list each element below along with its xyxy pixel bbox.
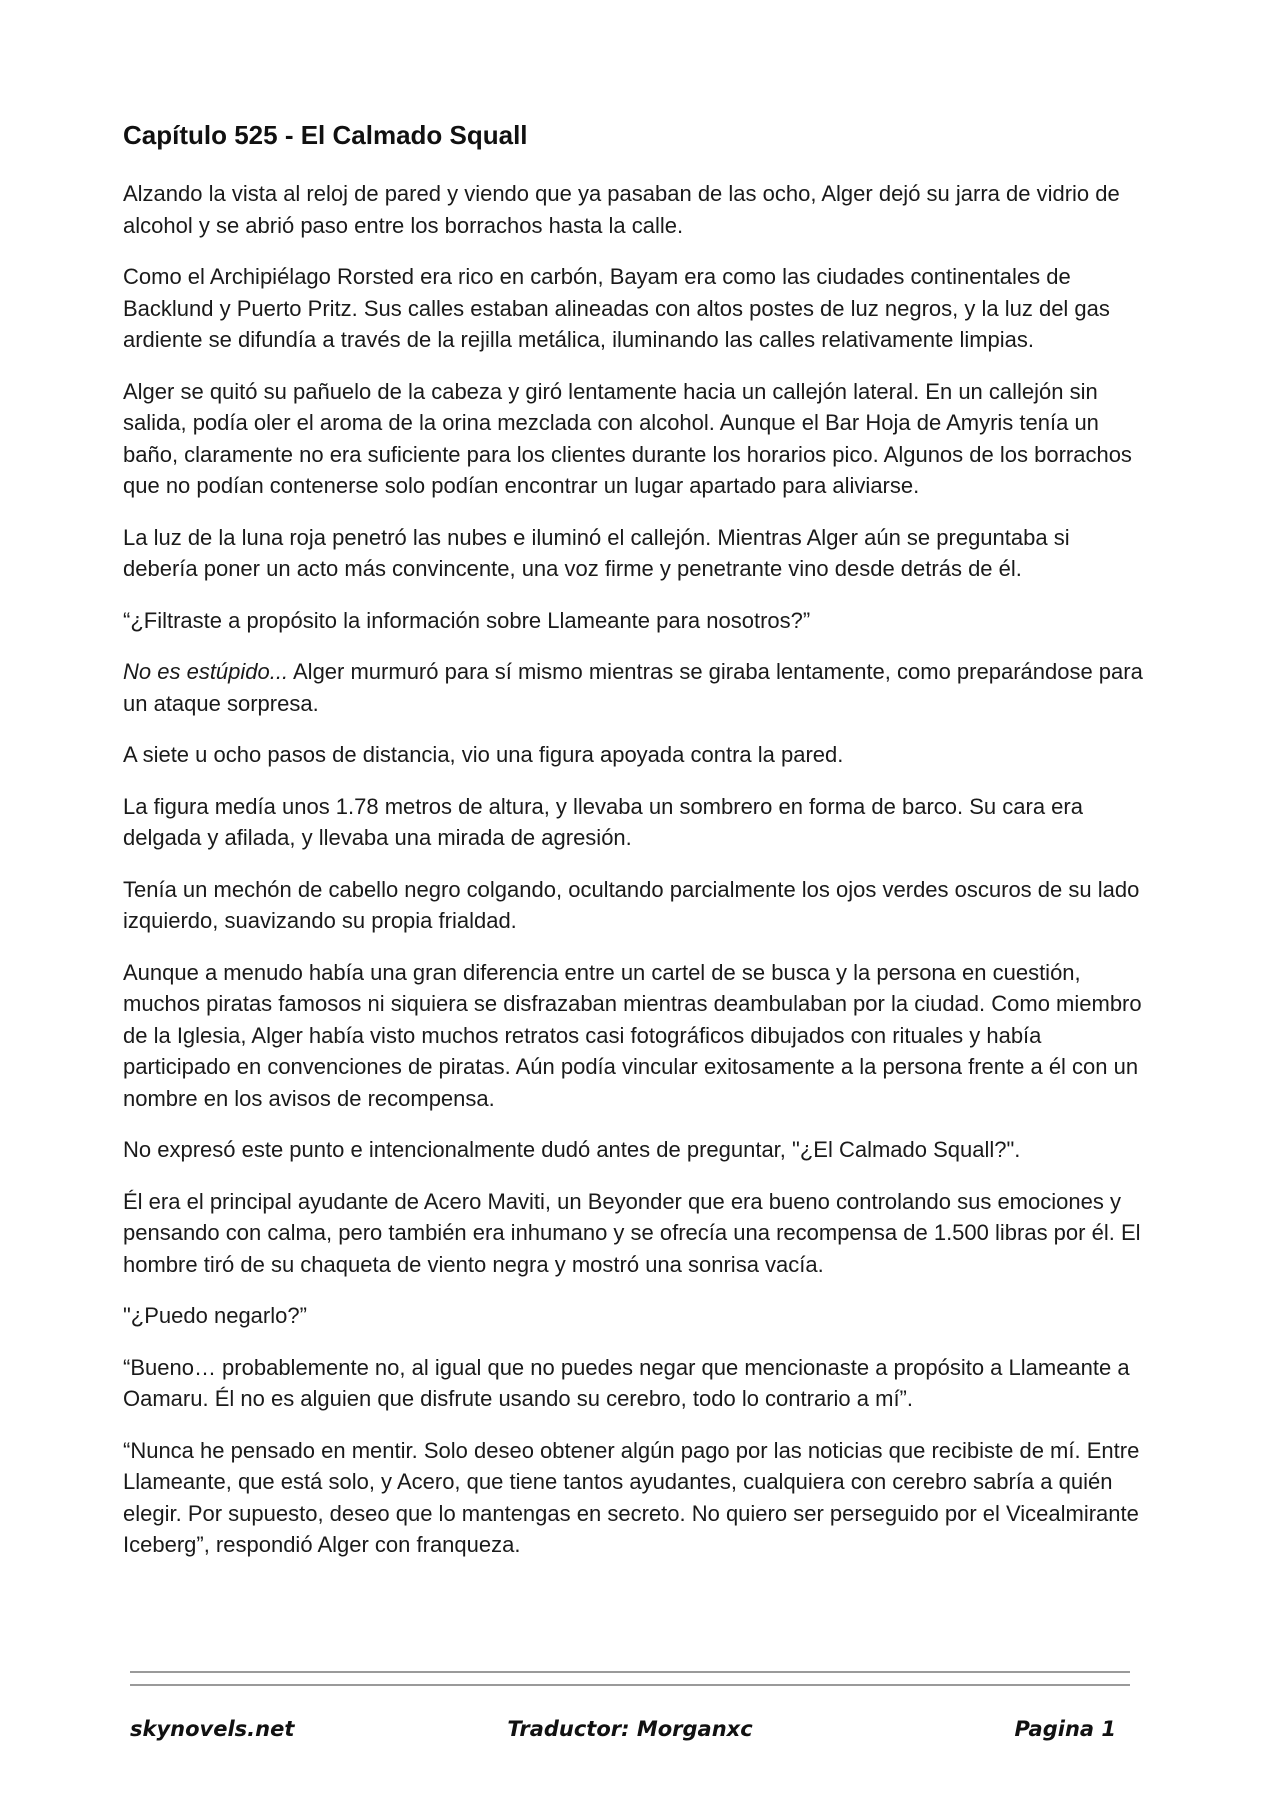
paragraph-5: “¿Filtraste a propósito la información sobre Llameante para nosotros?”	[123, 607, 811, 633]
paragraph-8: La figura medía unos 1.78 metros de altura, y llevaba un sombrero en forma de barco. Su cara era delgada y afilada, y llevaba una mirada de agresión.	[123, 793, 1083, 850]
paragraph-2: Como el Archipiélago Rorsted era rico en carbón, Bayam era como las ciudades continentales de Backlund y Puerto Pritz. Sus calles estaban alineadas con altos postes de luz negros, y la luz del gas ardiente se difundía a través de la rejilla metálica, iluminando las calles relativamente limpias.	[123, 264, 1110, 352]
footer-page-number: Pagina 1	[1014, 1717, 1116, 1741]
paragraph-13: "¿Puedo negarlo?”	[123, 1303, 307, 1328]
paragraph-4: La luz de la luna roja penetró las nubes e iluminó el callejón. Mientras Alger aún se preguntaba si debería poner un acto más convincente, una voz firme y penetrante vino desde detrás de él.	[123, 524, 1070, 581]
paragraph-15: “Nunca he pensado en mentir. Solo deseo obtener algún pago por las noticias que recibiste de mí. Entre Llameante, que está solo, y Acero, que tiene tantos ayudantes, cualquiera con cerebro sabría a quién elegir. Por supuesto, deseo que lo mantengas en secreto. No quiero ser perseguido por el Vicealmirante Iceberg”, respondió Alger con franqueza.	[123, 1437, 1140, 1557]
page-footer	[130, 1712, 1130, 1746]
footer-divider-bottom	[130, 1684, 1130, 1686]
footer-divider-top	[130, 1671, 1130, 1673]
chapter-title: Capítulo 525 - El Calmado Squall	[123, 120, 528, 150]
chapter-content	[123, 118, 1143, 1581]
paragraph-10: Aunque a menudo había una gran diferencia entre un cartel de se busca y la persona en cuestión, muchos piratas famosos ni siquiera se disfrazaban mientras deambulaban por la ciudad. Como miembro de la Iglesia, Alger había visto muchos retratos casi fotográficos dibujados con rituales y había participado en convenciones de piratas. Aún podía vincular exitosamente a la persona frente a él con un nombre en los avisos de recompensa.	[123, 959, 1142, 1111]
footer-site: skynovels.net	[130, 1717, 295, 1741]
paragraph-6-rest: Alger murmuró para sí mismo mientras se giraba lentamente, como preparándose para un ataque sorpresa.	[123, 659, 1143, 716]
paragraph-1: Alzando la vista al reloj de pared y viendo que ya pasaban de las ocho, Alger dejó su jarra de vidrio de alcohol y se abrió paso entre los borrachos hasta la calle.	[123, 181, 1120, 238]
paragraph-11: No expresó este punto e intencionalmente dudó antes de preguntar, "¿El Calmado Squall?".	[123, 1137, 1021, 1162]
paragraph-7: A siete u ocho pasos de distancia, vio una figura apoyada contra la pared.	[123, 742, 844, 767]
paragraph-9: Tenía un mechón de cabello negro colgando, ocultando parcialmente los ojos verdes oscuros de su lado izquierdo, suavizando su propia frialdad.	[123, 876, 1140, 933]
paragraph-6	[123, 656, 1143, 719]
paragraph-14: “Bueno… probablemente no, al igual que no puedes negar que mencionaste a propósito a Llameante a Oamaru. Él no es alguien que disfrute usando su cerebro, todo lo contrario a mí”.	[123, 1354, 1130, 1411]
paragraph-3: Alger se quitó su pañuelo de la cabeza y giró lentamente hacia un callejón lateral. En un callejón sin salida, podía oler el aroma de la orina mezclada con alcohol. Aunque el Bar Hoja de Amyris tenía un baño, claramente no era suficiente para los clientes durante los horarios pico. Algunos de los borrachos que no podían contenerse solo podían encontrar un lugar apartado para aliviarse.	[123, 378, 1132, 498]
paragraph-12: Él era el principal ayudante de Acero Maviti, un Beyonder que era bueno controlando sus emociones y pensando con calma, pero también era inhumano y se ofrecía una recompensa de 1.500 libras por él. El hombre tiró de su chaqueta de viento negra y mostró una sonrisa vacía.	[123, 1188, 1141, 1277]
italic-thought: No es estúpido...	[123, 659, 289, 684]
footer-translator: Traductor: Morganxc	[507, 1717, 753, 1741]
